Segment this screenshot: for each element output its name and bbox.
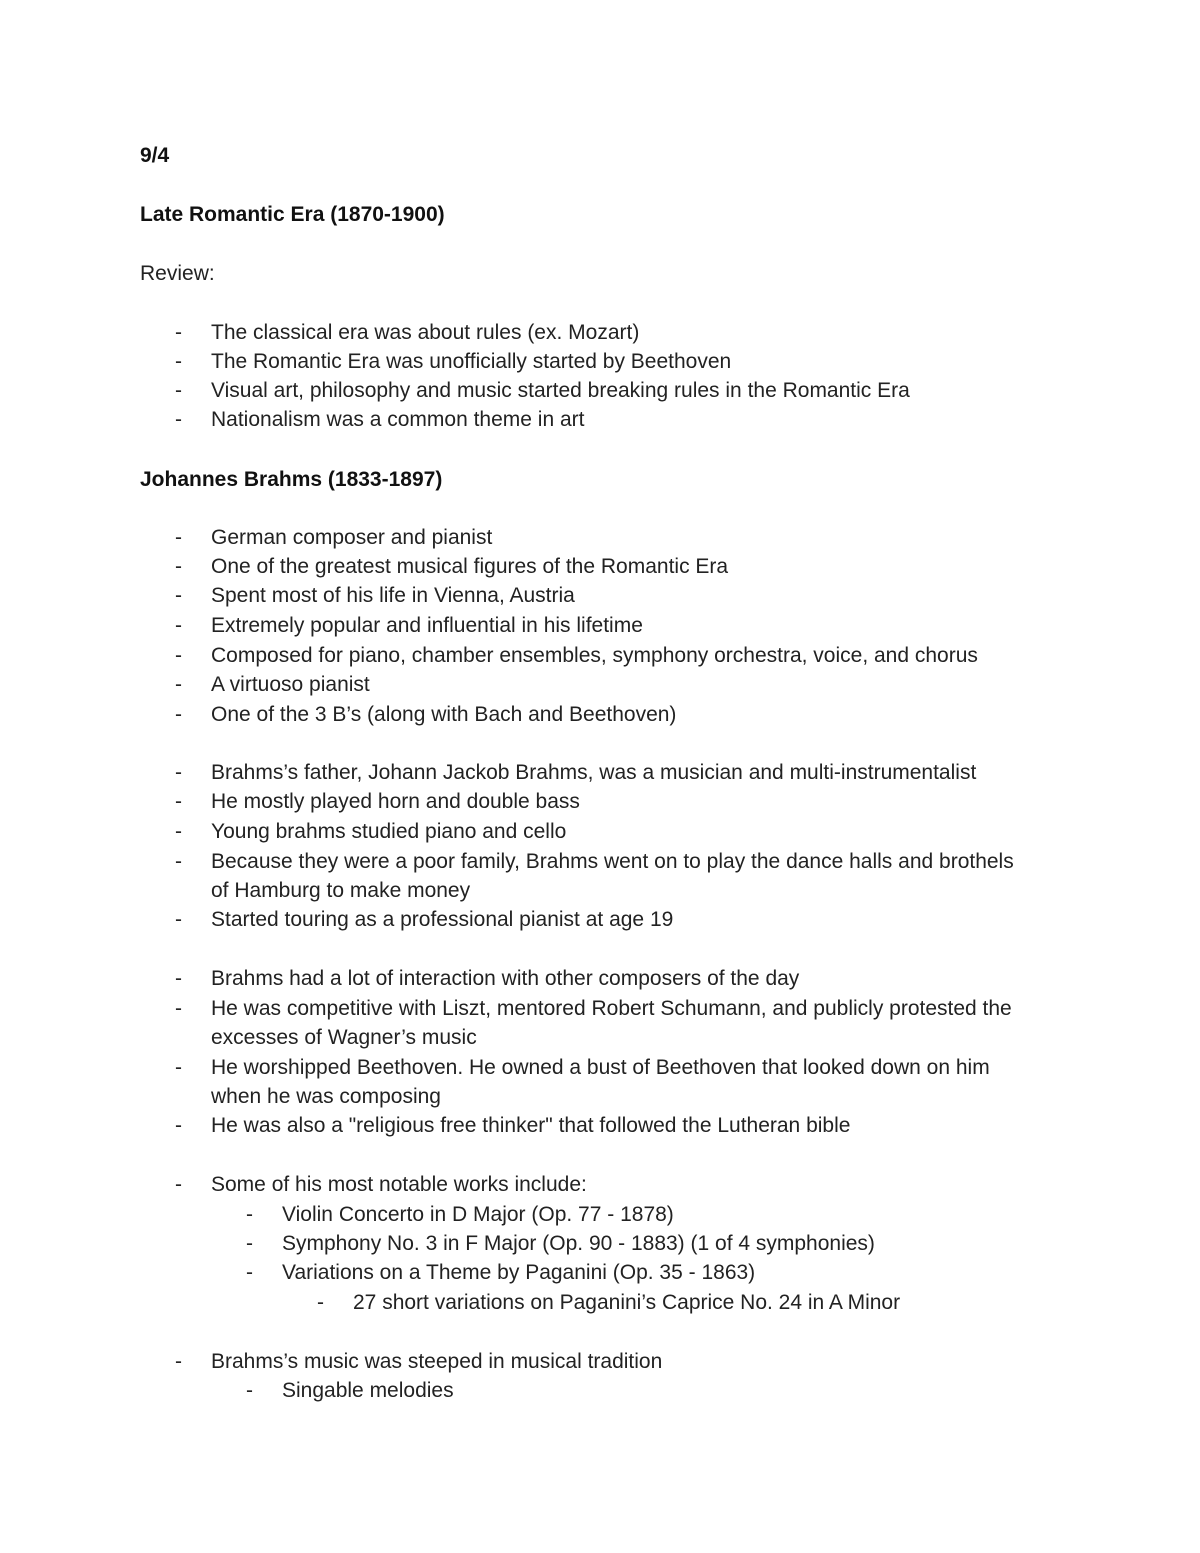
bullet-dash: - xyxy=(317,1291,324,1314)
list-item: Some of his most notable works include: xyxy=(211,1173,587,1196)
nested-list-item: Variations on a Theme by Paganini (Op. 35 - 1863) xyxy=(282,1261,756,1284)
bullet-dash: - xyxy=(175,790,182,813)
list-item: The classical era was about rules (ex. Mozart) xyxy=(211,321,640,344)
list-item: German composer and pianist xyxy=(211,526,493,549)
bullet-dash: - xyxy=(175,997,182,1020)
bullet-dash: - xyxy=(175,1114,182,1137)
list-item: Started touring as a professional pianist at age 19 xyxy=(211,908,674,931)
bullet-dash: - xyxy=(175,555,182,578)
bullet-dash: - xyxy=(175,703,182,726)
section-heading: Johannes Brahms (1833-1897) xyxy=(140,468,443,491)
bullet-dash: - xyxy=(175,1350,182,1373)
list-item-continuation: of Hamburg to make money xyxy=(211,879,471,902)
bullet-dash: - xyxy=(175,820,182,843)
list-item: One of the greatest musical figures of the Romantic Era xyxy=(211,555,729,578)
bullet-dash: - xyxy=(175,761,182,784)
nested-list-item: Violin Concerto in D Major (Op. 77 - 1878) xyxy=(282,1203,674,1226)
bullet-dash: - xyxy=(175,1173,182,1196)
bullet-dash: - xyxy=(246,1232,253,1255)
nested-list-item-level3: 27 short variations on Paganini’s Caprice No. 24 in A Minor xyxy=(353,1291,901,1314)
list-item: He mostly played horn and double bass xyxy=(211,790,580,813)
list-item: Brahms’s father, Johann Jackob Brahms, was a musician and multi-instrumentalist xyxy=(211,761,977,784)
list-item: He was competitive with Liszt, mentored Robert Schumann, and publicly protested the xyxy=(211,997,1012,1020)
bullet-dash: - xyxy=(175,644,182,667)
bullet-dash: - xyxy=(246,1203,253,1226)
bullet-dash: - xyxy=(175,850,182,873)
list-item: He was also a "religious free thinker" that followed the Lutheran bible xyxy=(211,1114,851,1137)
bullet-dash: - xyxy=(175,526,182,549)
list-item: Brahms had a lot of interaction with other composers of the day xyxy=(211,967,800,990)
list-item: Nationalism was a common theme in art xyxy=(211,408,585,431)
bullet-dash: - xyxy=(246,1379,253,1402)
page-title: Late Romantic Era (1870-1900) xyxy=(140,203,445,226)
date-heading: 9/4 xyxy=(140,144,170,167)
bullet-dash: - xyxy=(175,408,182,431)
list-item: Young brahms studied piano and cello xyxy=(211,820,567,843)
list-item: Spent most of his life in Vienna, Austria xyxy=(211,584,575,607)
list-item: One of the 3 B’s (along with Bach and Beethoven) xyxy=(211,703,677,726)
bullet-dash: - xyxy=(246,1261,253,1284)
bullet-dash: - xyxy=(175,1056,182,1079)
bullet-dash: - xyxy=(175,673,182,696)
bullet-dash: - xyxy=(175,908,182,931)
list-item: Because they were a poor family, Brahms went on to play the dance halls and brothels xyxy=(211,850,1014,873)
nested-list-item: Singable melodies xyxy=(282,1379,454,1402)
bullet-dash: - xyxy=(175,584,182,607)
list-item: The Romantic Era was unofficially started by Beethoven xyxy=(211,350,732,373)
bullet-dash: - xyxy=(175,967,182,990)
list-item: Visual art, philosophy and music started breaking rules in the Romantic Era xyxy=(211,379,910,402)
list-item-continuation: when he was composing xyxy=(211,1085,441,1108)
list-item: A virtuoso pianist xyxy=(211,673,370,696)
list-item: Extremely popular and influential in his lifetime xyxy=(211,614,643,637)
nested-list-item: Symphony No. 3 in F Major (Op. 90 - 1883) (1 of 4 symphonies) xyxy=(282,1232,875,1255)
bullet-dash: - xyxy=(175,614,182,637)
list-item: He worshipped Beethoven. He owned a bust of Beethoven that looked down on him xyxy=(211,1056,990,1079)
list-item: Composed for piano, chamber ensembles, symphony orchestra, voice, and chorus xyxy=(211,644,978,667)
bullet-dash: - xyxy=(175,379,182,402)
bullet-dash: - xyxy=(175,350,182,373)
review-label: Review: xyxy=(140,262,215,285)
bullet-dash: - xyxy=(175,321,182,344)
list-item: Brahms’s music was steeped in musical tradition xyxy=(211,1350,663,1373)
list-item-continuation: excesses of Wagner’s music xyxy=(211,1026,477,1049)
